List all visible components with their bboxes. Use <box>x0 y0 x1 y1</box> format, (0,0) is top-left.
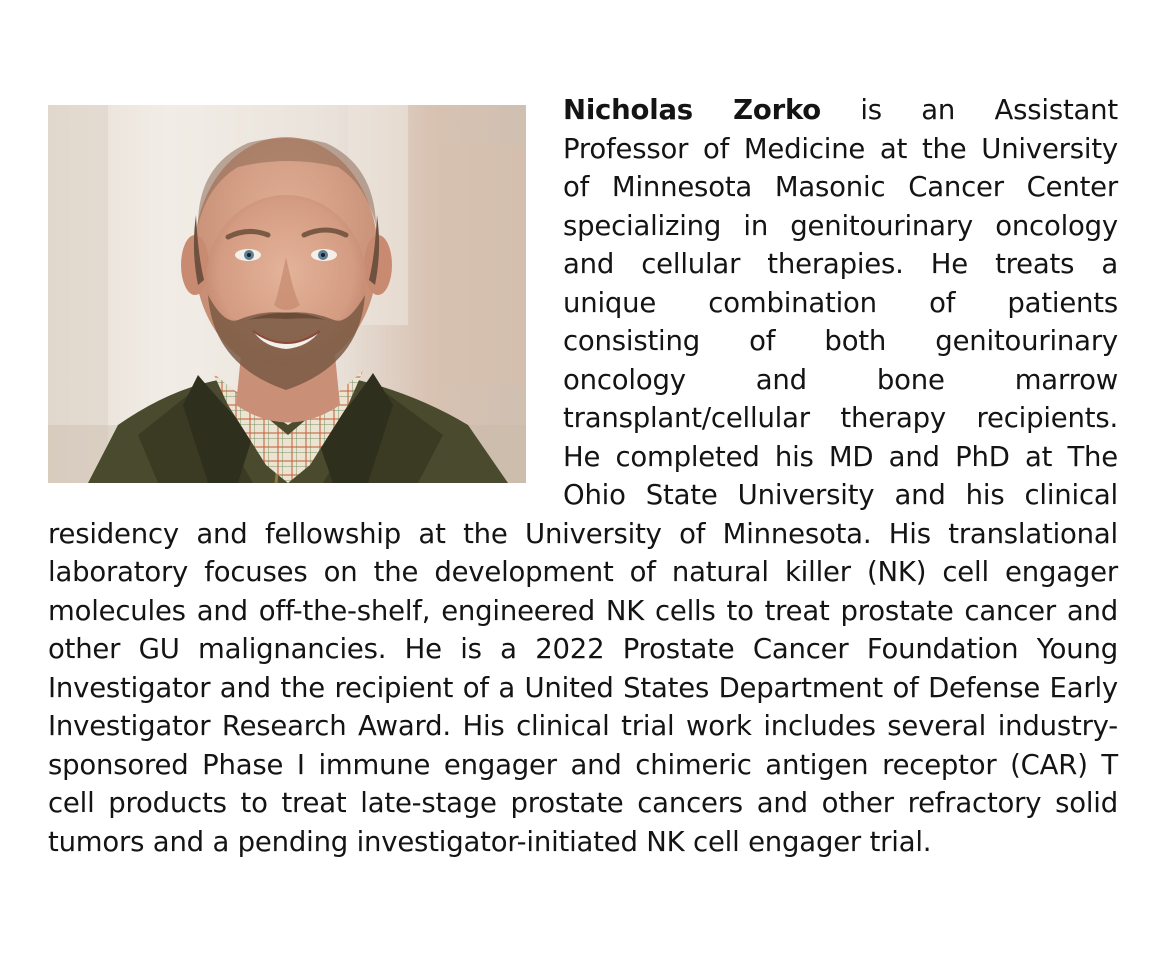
portrait-photo <box>48 105 526 483</box>
bio-text: is an Assistant Professor of Medicine at the University of Minnesota Masonic Cancer Center specializing in genitourinary oncology and cellular therapies. He treats a unique combination of patients consisting of both genitourinary oncology and bone marrow transplant/cellular therapy recipients. He completed his MD and PhD at The Ohio State University and his clinical residency and fellowship at the University of Minnesota. His translational laboratory focuses on the development of natural killer (NK) cell engager molecules and off-the-shelf, engineered NK cells to treat prostate cancer and other GU malignancies. He is a 2022 Prostate Cancer Foundation Young Investigator and the recipient of a United States Department of Defense Early Investigator Research Award. His clinical trial work includes several industry-sponsored Phase I immune engager and chimeric antigen receptor (CAR) T cell products to treat late-stage prostate cancers and other refractory solid tumors and a pending investigator-initiated NK cell engager trial. <box>48 94 1118 858</box>
bio-name: Nicholas Zorko <box>563 94 821 126</box>
bio-paragraph <box>48 91 1118 861</box>
portrait-image <box>48 105 526 483</box>
